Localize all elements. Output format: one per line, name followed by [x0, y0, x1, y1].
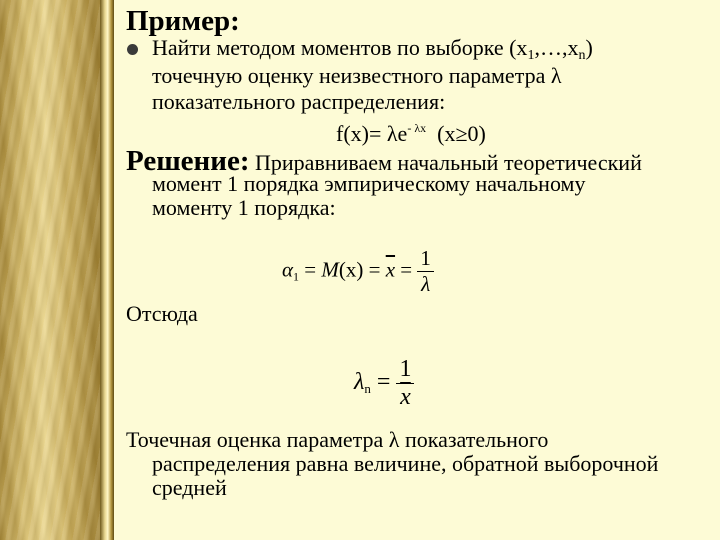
- moment-equation: $\alpha_1 = M(x) = \overline{x}$ = $\frac{1}{\lambda}$: [282, 246, 434, 297]
- conclusion-line-2: распределения равна величине, обратной выборочной: [152, 451, 659, 476]
- task-line-1: Найти методом моментов по выборке $(x_1,\dots,x_n)$: [152, 35, 593, 63]
- bullet-icon: [127, 44, 138, 55]
- example-title: Пример:: [126, 5, 240, 37]
- fraction-one-over-xbar: $\frac{1}{x}$: [396, 356, 414, 411]
- density-formula: $f(x)= \lambda e^{- \lambda x}$ (x≥0): [336, 121, 486, 146]
- fraction-one-over-lambda: $\frac{1}{\lambda}$: [417, 246, 434, 297]
- solution-line-1: Решение: Приравниваем начальный теоретический: [126, 145, 642, 177]
- task-line-3: показательного распределения:: [152, 89, 446, 114]
- solution-label: Решение:: [126, 145, 250, 177]
- solution-line-3: моменту 1 порядка:: [152, 195, 336, 220]
- hence-label: Отсюда: [126, 301, 198, 326]
- decorative-sidebar: [0, 0, 100, 540]
- conclusion-line-1: Точечная оценка параметра λ показательного: [126, 427, 549, 452]
- slide-content: [114, 0, 720, 540]
- solution-line-2: момент 1 порядка эмпирическому начальному: [152, 171, 586, 196]
- sidebar-divider: [100, 0, 114, 540]
- task-line-2: точечную оценку неизвестного параметра λ: [152, 63, 562, 88]
- conclusion-line-3: средней: [152, 475, 227, 500]
- estimator-equation: $\lambda_n$ = $\frac{1}{x}$: [354, 356, 414, 411]
